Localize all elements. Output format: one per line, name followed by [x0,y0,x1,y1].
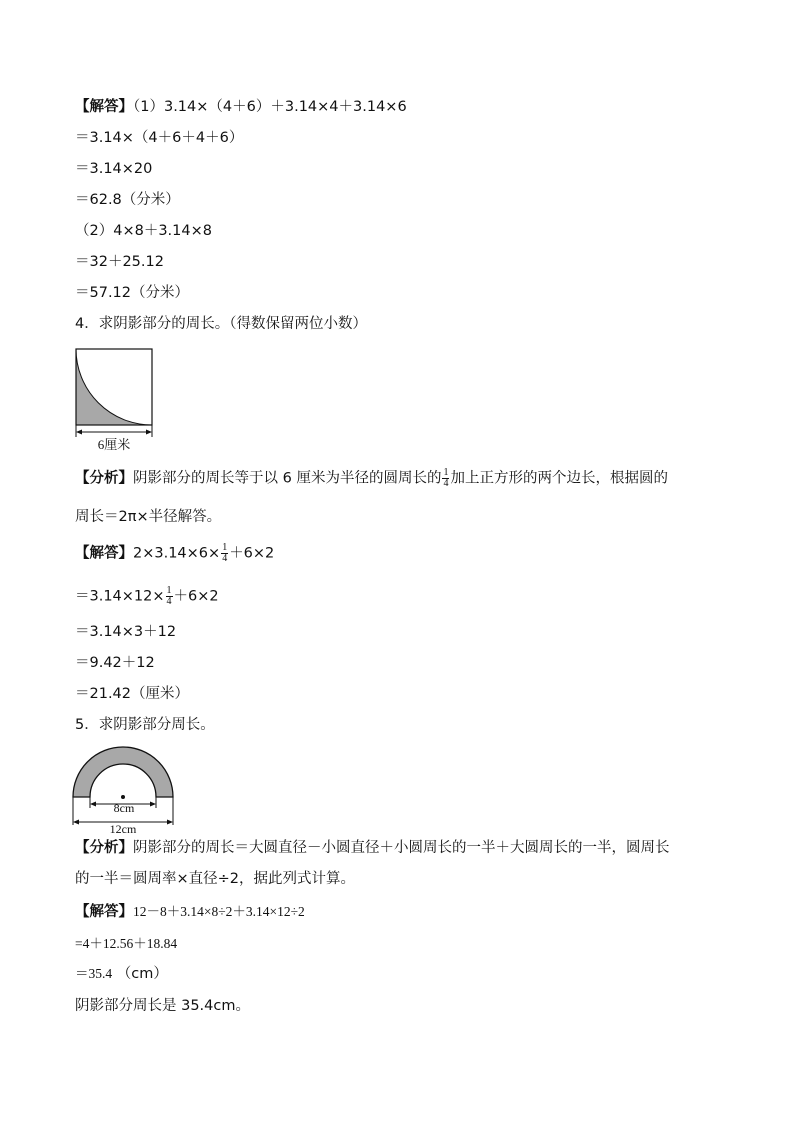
answer-label: 【解答】 [75,99,133,115]
inner-diameter-label: 8cm [113,801,135,815]
question-5-analysis: 【分析】阴影部分的周长＝大圆直径－小圆直径＋小圆周长的一半＋大圆周长的一半，圆周长 [75,840,670,856]
equation-line: ＝3.14×20 [75,161,153,177]
semi-ring-figure [68,722,178,834]
analysis-continued: 的一半＝圆周率×直径÷2，据此列式计算。 [75,871,356,887]
equation-line: ＝9.42＋12 [75,655,155,671]
answer-label: 【解答】 [75,545,133,562]
conclusion: 阴影部分周长是 35.4cm。 [75,998,250,1014]
question-4-analysis: 【分析】阴影部分的周长等于以 6 厘米为半径的圆周长的 $\frac{1}{4}$ 加上正方形的两个边长，根据圆的 [75,467,668,489]
fraction-one-quarter: $\frac{1}{4}$ [166,585,172,607]
equation-line: ＝62.8（分米） [75,192,180,208]
equation-line: （2）4×8＋3.14×8 [75,223,212,239]
equation-line: ＝3.14×（4＋6＋4＋6） [75,130,244,146]
question-5-title: 5．求阴影部分周长。 [75,717,215,733]
shaded-semi-ring [73,747,173,797]
quarter-circle-figure [70,345,165,455]
analysis-continued: 周长＝2π×半径解答。 [75,509,222,525]
equation-line: ＝57.12（分米） [75,285,190,301]
equation-line: ＝35.4 （cm） [75,966,168,982]
analysis-label: 【分析】 [75,840,133,856]
answer-line-1: 【解答】12－8＋3.14×8÷2＋3.14×12÷2 [75,904,305,920]
equation-line: ＝3.14×3＋12 [75,624,177,640]
analysis-label: 【分析】 [75,470,133,487]
answer-label: 【解答】 [75,904,133,920]
outer-diameter-label: 12cm [109,822,137,834]
question-4-title: 4．求阴影部分的周长。（得数保留两位小数） [75,316,367,332]
equation-text: （1）3.14×（4＋6）＋3.14×4＋3.14×6 [133,99,407,115]
answer-line-1 [75,97,407,117]
fraction-one-quarter: $\frac{1}{4}$ [222,542,228,564]
equation-line: ＝21.42（厘米） [75,686,190,702]
equation-line: ＝3.14×12× $\frac{1}{4}$ ＋6×2 [75,585,219,607]
equation-line: ＝32＋25.12 [75,254,164,270]
shaded-region [76,349,152,425]
fraction-one-quarter: $\frac{1}{4}$ [443,467,449,489]
side-length-label: 6厘米 [97,437,131,452]
answer-line-1: 【解答】2×3.14×6× $\frac{1}{4}$ ＋6×2 [75,542,275,564]
equation-line: =4＋12.56＋18.84 [75,936,178,951]
center-point [121,795,125,799]
